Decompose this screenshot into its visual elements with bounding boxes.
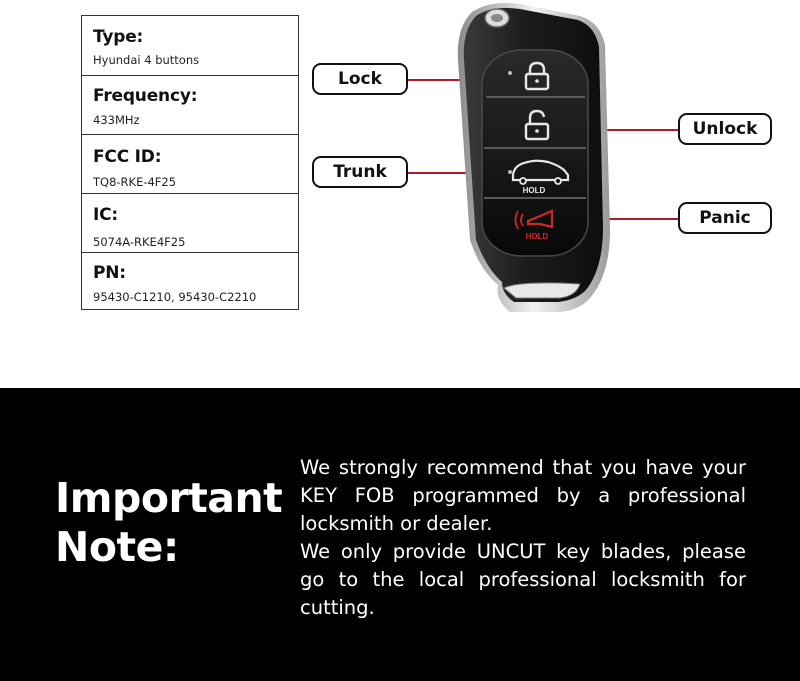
trunk-hold-label: HOLD bbox=[522, 186, 546, 195]
important-note-panel bbox=[0, 388, 800, 681]
lock-icon bbox=[526, 63, 548, 89]
spec-label: PN: bbox=[93, 263, 126, 283]
spec-value: 95430-C1210, 95430-C2210 bbox=[93, 290, 257, 304]
spec-row-type bbox=[82, 16, 298, 75]
trunk-icon bbox=[513, 161, 568, 195]
note-title-line1: Important bbox=[55, 474, 283, 522]
note-paragraph-1: We strongly recommend that you have your KEY FOB programmed by a professional locksmith or dealer. bbox=[300, 456, 746, 535]
spec-value: Hyundai 4 buttons bbox=[93, 53, 200, 67]
lock-callout: Lock bbox=[312, 63, 408, 95]
spec-label: IC: bbox=[93, 205, 118, 225]
spec-label: FCC ID: bbox=[93, 147, 162, 167]
fob-buttons bbox=[440, 0, 620, 320]
unlock-callout: Unlock bbox=[678, 113, 772, 145]
spec-value: TQ8-RKE-4F25 bbox=[93, 175, 177, 189]
spec-value: 433MHz bbox=[93, 113, 140, 127]
spec-value: 5074A-RKE4F25 bbox=[93, 235, 186, 249]
spec-label: Type: bbox=[93, 27, 144, 47]
panic-hold-label: HOLD bbox=[525, 232, 549, 241]
spec-row-fcc-id bbox=[82, 134, 298, 194]
note-text bbox=[300, 454, 746, 622]
spec-row-frequency bbox=[82, 75, 298, 135]
panic-callout: Panic bbox=[678, 202, 772, 234]
panic-horn-icon bbox=[516, 211, 553, 241]
spec-label: Frequency: bbox=[93, 86, 198, 106]
trunk-callout: Trunk bbox=[312, 156, 408, 188]
spec-row-ic bbox=[82, 193, 298, 253]
note-title bbox=[55, 474, 282, 572]
unlock-icon bbox=[526, 111, 548, 139]
spec-row-pn bbox=[82, 252, 298, 310]
spec-table bbox=[81, 15, 299, 310]
note-title-line2: Note: bbox=[55, 523, 179, 571]
note-paragraph-2: We only provide UNCUT key blades, please go to the local professional locksmith for cutting. bbox=[300, 540, 746, 619]
